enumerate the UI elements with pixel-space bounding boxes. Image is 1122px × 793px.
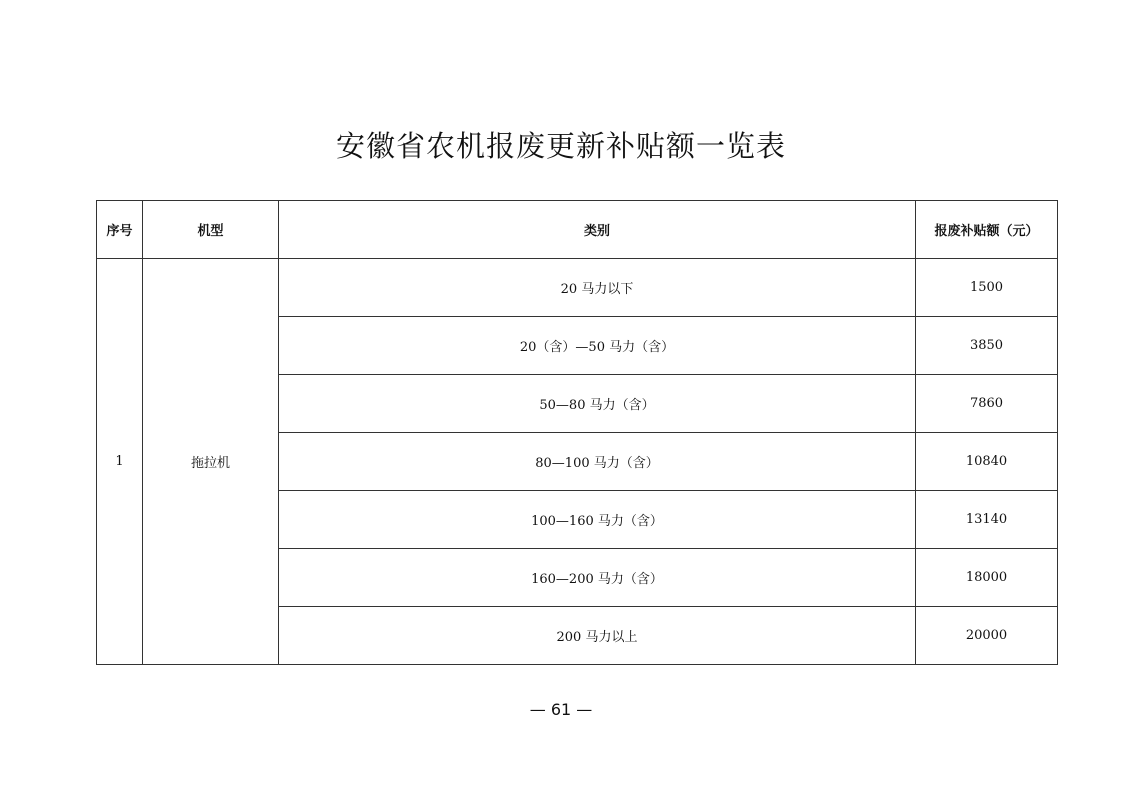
cell-category: 160—200 马力（含） bbox=[279, 549, 916, 607]
cell-category: 50—80 马力（含） bbox=[279, 375, 916, 433]
cell-seq: 1 bbox=[97, 259, 143, 665]
cell-amount: 3850 bbox=[916, 317, 1058, 375]
cell-category: 20（含）—50 马力（含） bbox=[279, 317, 916, 375]
cell-amount: 20000 bbox=[916, 607, 1058, 665]
cell-amount: 18000 bbox=[916, 549, 1058, 607]
cell-category: 200 马力以上 bbox=[279, 607, 916, 665]
header-amount: 报废补贴额（元） bbox=[916, 201, 1058, 259]
cell-model: 拖拉机 bbox=[143, 259, 279, 665]
header-seq: 序号 bbox=[97, 201, 143, 259]
header-model: 机型 bbox=[143, 201, 279, 259]
cell-amount: 7860 bbox=[916, 375, 1058, 433]
cell-category: 100—160 马力（含） bbox=[279, 491, 916, 549]
page-number: — 61 — bbox=[529, 700, 593, 719]
header-category: 类别 bbox=[279, 201, 916, 259]
cell-amount: 1500 bbox=[916, 259, 1058, 317]
table-row bbox=[97, 259, 1058, 317]
cell-amount: 13140 bbox=[916, 491, 1058, 549]
subsidy-table bbox=[96, 200, 1058, 665]
cell-category: 80—100 马力（含） bbox=[279, 433, 916, 491]
table-header-row bbox=[97, 201, 1058, 259]
cell-category: 20 马力以下 bbox=[279, 259, 916, 317]
cell-amount: 10840 bbox=[916, 433, 1058, 491]
page-title: 安徽省农机报废更新补贴额一览表 bbox=[335, 129, 786, 163]
